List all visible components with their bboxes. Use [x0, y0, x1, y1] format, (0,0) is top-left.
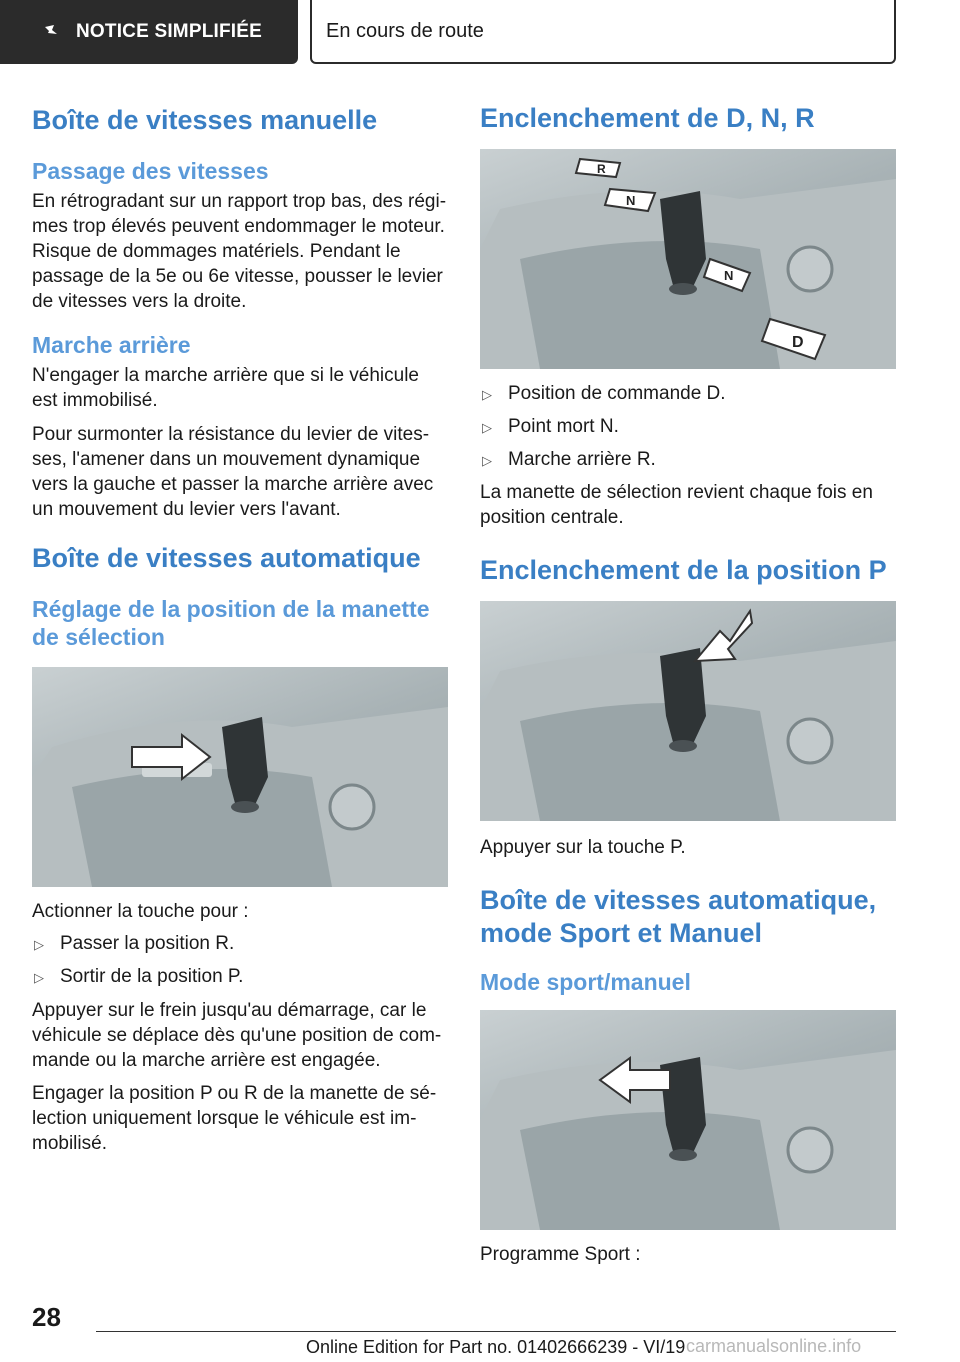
- label-d: D: [792, 334, 804, 351]
- heading-reverse: Marche arrière: [32, 332, 191, 358]
- footer-edition: Online Edition for Part no. 01402666239 - VI/19: [306, 1337, 686, 1357]
- heading-manual-gearbox: Boîte de vitesses manuelle: [32, 105, 378, 135]
- list-item-text: Sortir de la position P.: [60, 966, 244, 987]
- text-brake: Appuyer sur le frein jusqu'au démarrage, car le véhicule se déplace dès qu'une position de commande ou la marche arrière est engagée.: [32, 1000, 442, 1071]
- list-item-text: Position de commande D.: [508, 383, 726, 404]
- text-returns-center: La manette de sélection revient chaque fois en position centrale.: [480, 482, 873, 528]
- list-item: [480, 381, 896, 407]
- figure-sport-mode: [480, 1010, 896, 1230]
- label-n-upper: N: [626, 193, 636, 208]
- footer-divider: [96, 1331, 896, 1332]
- list-item-text: Point mort N.: [508, 416, 619, 437]
- text-press-button: Actionner la touche pour :: [32, 901, 249, 922]
- page-number: 28: [32, 1302, 61, 1332]
- list-item: [480, 414, 896, 440]
- heading-shifting: Passage des vitesses: [32, 158, 269, 184]
- figure-dnr-positions: [480, 149, 896, 369]
- heading-sport-manual: Boîte de vitesses automatique, mode Sport et Manuel: [480, 885, 877, 948]
- heading-automatic-gearbox: Boîte de vitesses automatique: [32, 543, 421, 573]
- text-reverse-1: N'engager la marche arrière que si le véhicule est immobilisé.: [32, 365, 419, 411]
- list-item-text: Marche arrière R.: [508, 449, 656, 470]
- triangle-bullet-icon: ▷: [482, 387, 492, 402]
- text-sport-program: Programme Sport :: [480, 1244, 641, 1265]
- heading-engage-p: Enclenchement de la position P: [480, 555, 887, 585]
- figure-selector-button: [32, 667, 448, 887]
- flag-icon: [40, 21, 62, 43]
- label-n-lower: N: [724, 268, 734, 283]
- triangle-bullet-icon: ▷: [482, 420, 492, 435]
- list-item-text: Passer la position R.: [60, 933, 235, 954]
- chapter-tab[interactable]: [310, 0, 896, 64]
- right-column: [480, 100, 896, 1267]
- section-tab-label: NOTICE SIMPLIFIÉE: [76, 21, 263, 42]
- triangle-bullet-icon: ▷: [34, 937, 44, 952]
- list-item: [32, 964, 448, 990]
- chapter-tab-label: En cours de route: [326, 19, 484, 42]
- label-r: R: [597, 162, 606, 176]
- list-item: [32, 931, 448, 957]
- page-header: [0, 0, 960, 66]
- text-shifting: En rétrogradant sur un rapport trop bas, des régimes trop élevés peuvent endommager le moteur. Risque de dommages matériels. Pendant le passage de la 5e ou 6e vitesse, pousser le levier de vitesses vers la droite.: [32, 191, 447, 312]
- watermark: carmanualsonline.info: [686, 1336, 862, 1356]
- heading-sport-mode: Mode sport/manuel: [480, 969, 691, 995]
- section-tab[interactable]: [0, 0, 298, 64]
- text-press-p: Appuyer sur la touche P.: [480, 837, 686, 858]
- triangle-bullet-icon: ▷: [34, 970, 44, 985]
- triangle-bullet-icon: ▷: [482, 453, 492, 468]
- text-reverse-2: Pour surmonter la résistance du levier de vitesses, l'amener dans un mouvement dynamique vers la gauche et passer la marche arrière avec un mouvement du levier vers l'avant.: [32, 424, 434, 520]
- list-item: [480, 447, 896, 473]
- heading-engage-dnr: Enclenchement de D, N, R: [480, 103, 815, 133]
- figure-p-button: [480, 601, 896, 821]
- left-column: [32, 100, 448, 1156]
- heading-selector-position: Réglage de la position de la manette de sélection: [32, 596, 430, 650]
- text-engage: Engager la position P ou R de la manette de sélection uniquement lorsque le véhicule est immobilisé.: [32, 1083, 437, 1154]
